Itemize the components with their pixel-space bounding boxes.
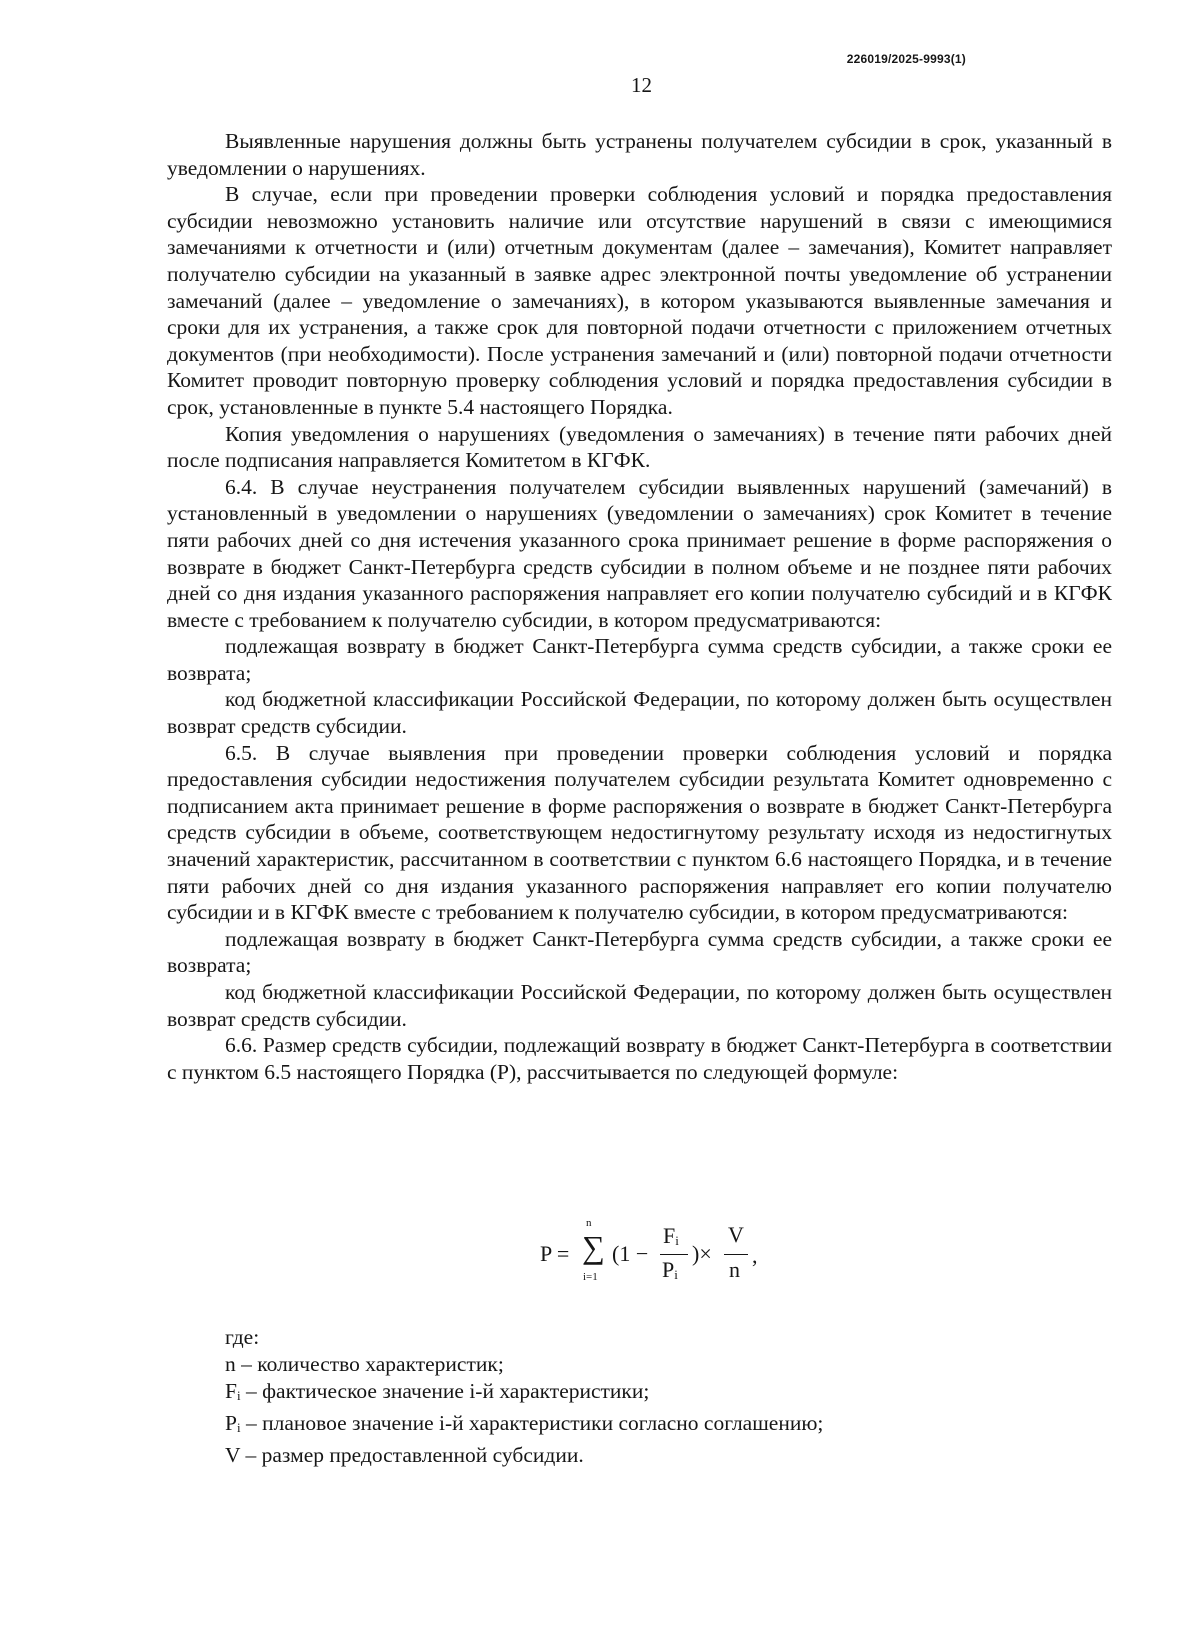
paragraph: подлежащая возврату в бюджет Санкт-Петербурга сумма средств субсидии, а также сроки ее возврата; — [167, 634, 1112, 685]
paragraph: В случае, если при проведении проверки соблюдения условий и порядка предоставления субсидии невозможно установить наличие или отсутствие нарушений в связи с имеющимися замечаниями к отчетности и (или) отчетным документам (далее – замечания), Комитет направляет получателю субсидии на указанный в заявке адрес электронной почты уведомление об устранении замечаний (далее – уведомление о замечаниях), в котором указываются выявленные замечания и сроки для их устранения, а также срок для повторной подачи отчетности с приложением отчетных документов (при необходимости). После устранения замечаний и (или) повторной подачи отчетности Комитет проводит повторную проверку соблюдения условий и порядка предоставления субсидии в срок, установленные в пункте 5.4 настоящего Порядка. — [167, 182, 1112, 419]
legend-item: $F_i$ – фактическое значение i-й характеристики; — [225, 1378, 650, 1403]
fraction-numerator: V — [728, 1222, 744, 1247]
sum-upper-limit: n — [586, 1217, 592, 1229]
legend-item: V – размер предоставленной субсидии. — [225, 1442, 584, 1467]
legend-item: n – количество характеристик; — [225, 1351, 504, 1376]
document-number: 226019/2025-9993(1) — [846, 52, 966, 66]
fraction-denominator: $P_i$ — [662, 1257, 678, 1282]
formula-legend — [225, 1324, 1105, 1469]
paragraph: Выявленные нарушения должны быть устранены получателем субсидии в срок, указанный в уведомлении о нарушениях. — [167, 129, 1112, 180]
fraction-denominator: n — [729, 1257, 740, 1282]
paragraph: код бюджетной классификации Российской Федерации, по которому должен быть осуществлен возврат средств субсидии. — [167, 687, 1112, 739]
formula-comma: , — [752, 1243, 758, 1268]
paragraph: 6.5. В случае выявления при проведении проверки соблюдения условий и порядка предоставления субсидии недостижения получателем субсидии результата Комитет одновременно с подписанием акта принимает решение в форме распоряжения о возврате в бюджет Санкт-Петербурга средств субсидии в объеме, соответствующем недостигнутому результату исходя из недостигнутых значений характеристик, рассчитанном в соответствии с пунктом 6.6 настоящего Порядка, и в течение пяти рабочих дней со дня издания указанного распоряжения направляет его копии получателю субсидии и в КГФК вместе с требованием к получателю субсидии, в котором предусматриваются: — [167, 740, 1112, 925]
paragraph: 6.6. Размер средств субсидии, подлежащий возврату в бюджет Санкт-Петербурга в соответствии с пунктом 6.5 настоящего Порядка (P), рассчитывается по следующей формуле: — [167, 1033, 1112, 1084]
sum-sign: ∑ — [582, 1229, 605, 1265]
paragraph: код бюджетной классификации Российской Федерации, по которому должен быть осуществлен возврат средств субсидии. — [167, 980, 1112, 1031]
formula-open-paren: (1 − — [612, 1241, 649, 1266]
document-body — [167, 128, 1112, 1085]
fraction-bar — [724, 1254, 748, 1255]
formula-lhs: P = — [540, 1241, 570, 1266]
paragraph: 6.4. В случае неустранения получателем субсидии выявленных нарушений (замечаний) в установленный в уведомлении о нарушениях (уведомлении о замечаниях) срок Комитет в течение пяти рабочих дней со дня истечения указанного срока принимает решение в форме распоряжения о возврате в бюджет Санкт-Петербурга средств субсидии в полном объеме и не позднее пяти рабочих дней со дня издания указанного распоряжения направляет его копии получателю субсидий и в КГФК вместе с требованием к получателю субсидии, в котором предусматриваются: — [167, 474, 1112, 632]
paragraph: подлежащая возврату в бюджет Санкт-Петербурга сумма средств субсидии, а также сроки ее возврата; — [167, 926, 1112, 978]
fraction-numerator: $F_i$ — [663, 1223, 679, 1248]
sum-lower-limit: i=1 — [583, 1271, 598, 1283]
legend-item: $P_i$ – плановое значение i-й характеристики согласно соглашению; — [225, 1410, 824, 1435]
refund-formula — [540, 1213, 770, 1293]
paragraph: Копия уведомления о нарушениях (уведомления о замечаниях) в течение пяти рабочих дней после подписания направляется Комитетом в КГФК. — [167, 421, 1112, 473]
legend-intro: где: — [225, 1325, 260, 1349]
page-number: 12 — [631, 73, 652, 97]
fraction-bar — [660, 1254, 688, 1255]
formula-times: )× — [692, 1241, 712, 1266]
